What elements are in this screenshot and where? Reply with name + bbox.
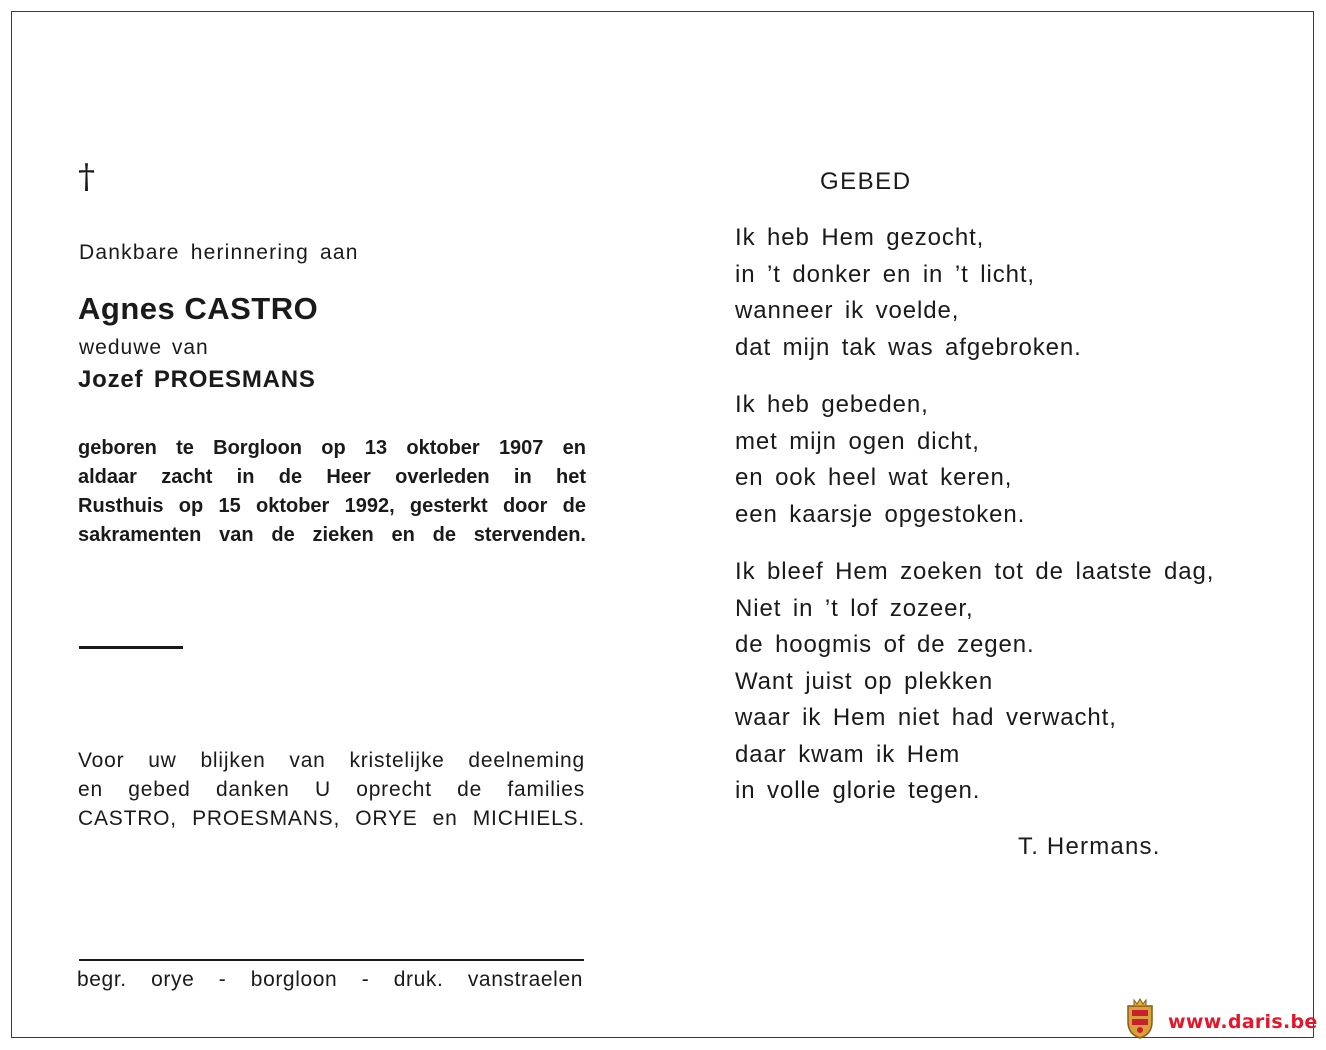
prayer-line: Ik heb gebeden, [735,391,929,418]
watermark-url[interactable]: www.daris.be [1168,1011,1318,1033]
deceased-name: Agnes CASTRO [78,291,319,326]
prayer-line: waar ik Hem niet had verwacht, [735,704,1117,731]
prayer-line: Want juist op plekken [735,667,994,695]
bio-line: sakramenten van de zieken en de stervenden. [78,524,586,546]
bio-line: Rusthuis op 15 oktober 1992, gesterkt door de [78,495,586,517]
prayer-line: dat mijn tak was afgebroken. [735,333,1082,361]
thanks-line: Voor uw blijken van kristelijke deelneming [78,749,585,772]
prayer-line: wanneer ik voelde, [735,297,960,324]
prayer-line: in ’t donker en in ’t licht, [735,260,1035,288]
bio-line: aldaar zacht in de Heer overleden in het [78,466,586,488]
prayer-title: GEBED [820,168,912,195]
prayer-author: T. Hermans. [1018,833,1161,860]
short-divider [79,646,183,649]
prayer-line: en ook heel wat keren, [735,464,1013,491]
prayer-line: met mijn ogen dicht, [735,427,980,455]
thanks-line: CASTRO, PROESMANS, ORYE en MICHIELS. [78,807,585,830]
intro-text: Dankbare herinnering aan [79,241,359,264]
footer-divider [79,959,584,961]
spouse-name: Jozef PROESMANS [78,366,316,393]
bio-line: geboren te Borgloon op 13 oktober 1907 en [78,437,586,459]
prayer-line: een kaarsje opgestoken. [735,500,1026,528]
prayer-line: in volle glorie tegen. [735,777,981,804]
printer-footer: begr. orye - borgloon - druk. vanstraelen [77,968,583,991]
prayer-stanza-2 [735,387,1025,533]
prayer-stanza-3 [735,554,1214,810]
coat-of-arms-icon [1124,996,1156,1040]
prayer-line: Niet in ’t lof zozeer, [735,594,974,622]
biography [78,434,586,550]
thanks-text [78,746,585,833]
prayer-line: Ik bleef Hem zoeken tot de laatste dag, [735,558,1215,585]
prayer-line: daar kwam ik Hem [735,740,961,768]
prayer-line: Ik heb Hem gezocht, [735,224,985,251]
prayer-line: de hoogmis of de zegen. [735,631,1035,658]
widow-of-text: weduwe van [79,336,209,359]
prayer-stanza-1 [735,220,1082,366]
thanks-line: en gebed danken U oprecht de families [78,778,585,801]
cross-icon: † [78,157,95,197]
